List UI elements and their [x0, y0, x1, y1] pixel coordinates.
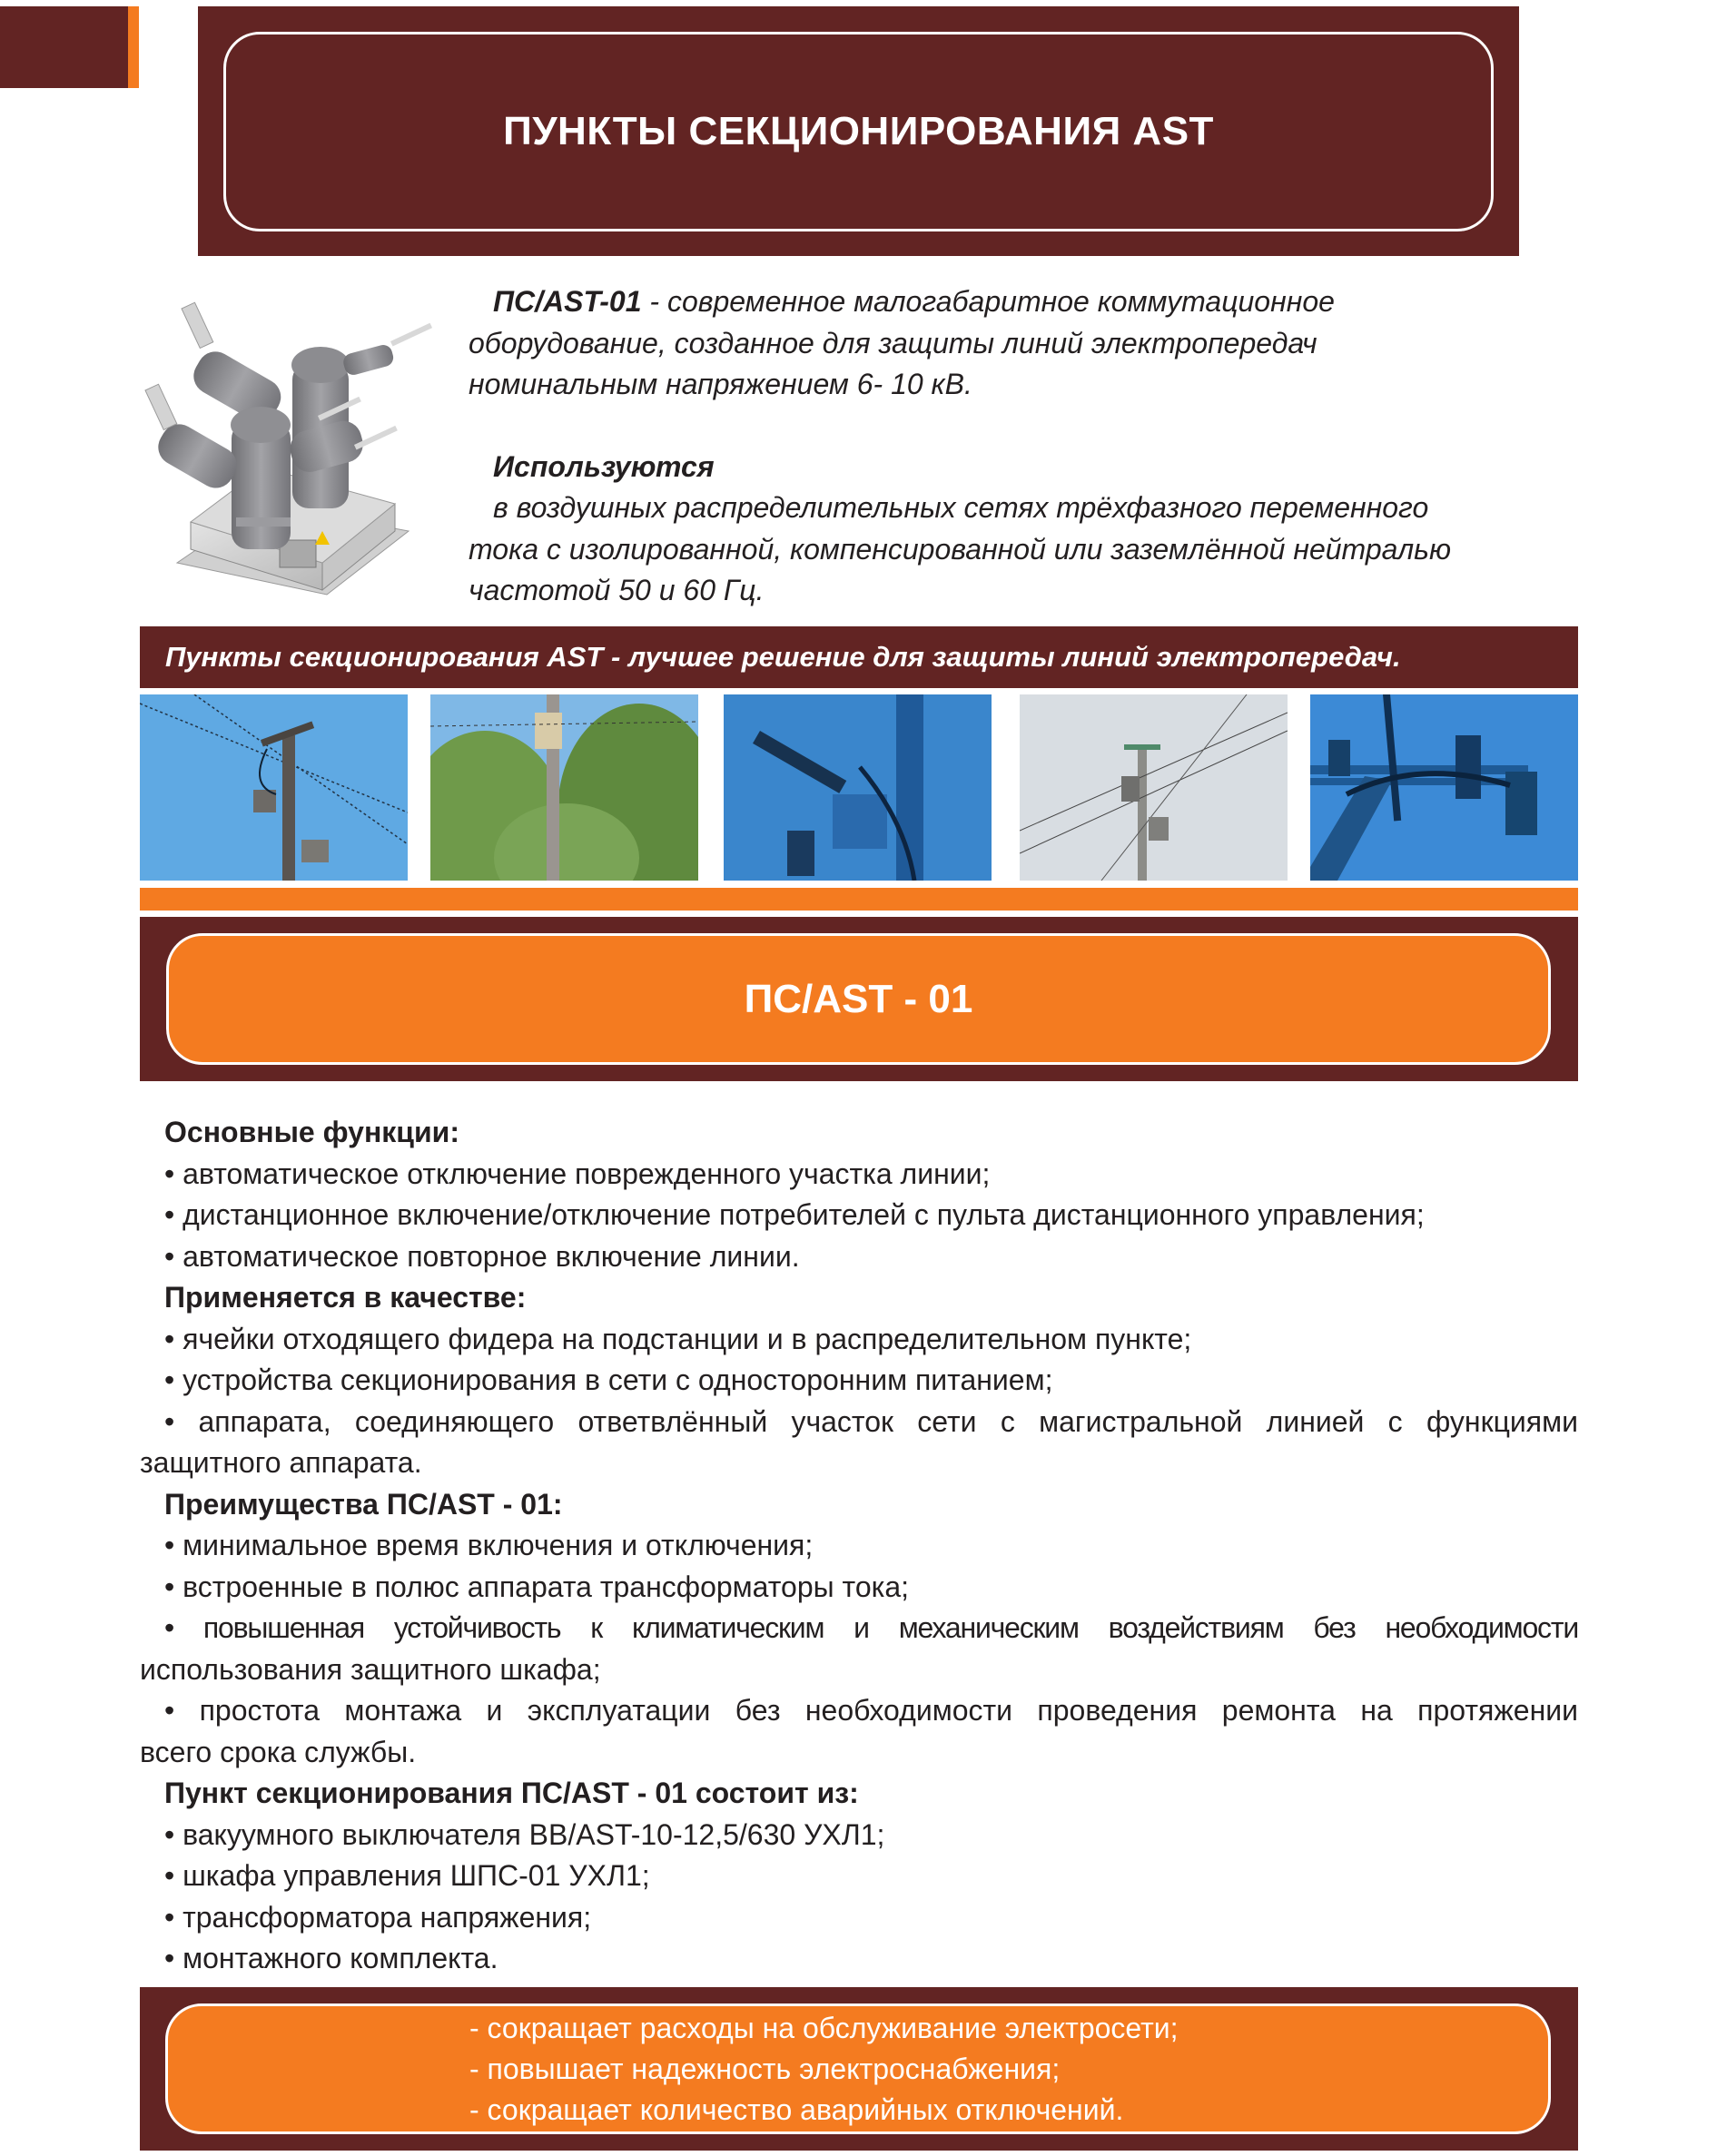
product-image — [136, 290, 445, 608]
photo-4-image — [1020, 694, 1288, 881]
model-frame — [166, 933, 1551, 1065]
section-heading-composition: Пункт секционирования ПС/AST - 01 состоит из: — [164, 1777, 859, 1809]
list-item: • дистанционное включение/отключение потребителей с пульта дистанционного управления; — [164, 1198, 1425, 1231]
usage-line-3: частотой 50 и 60 Гц. — [469, 574, 765, 606]
list-item: • автоматическое отключение поврежденного участка линии; — [164, 1157, 991, 1190]
photo-3 — [724, 694, 992, 881]
photo-2 — [430, 694, 698, 881]
tagline-band — [140, 626, 1578, 688]
vacuum-switch-illustration — [136, 290, 445, 608]
corner-accent-strip — [128, 6, 139, 88]
list-item-continuation: всего срока службы. — [140, 1735, 417, 1768]
model-title: ПС/AST - 01 — [744, 976, 973, 1021]
intro-text — [469, 281, 1578, 612]
title-frame — [223, 32, 1494, 231]
list-item: • повышенная устойчивость к климатическим и механическим воздействиям без необходимости — [164, 1611, 1578, 1644]
list-item: • встроенные в полюс аппарата трансформаторы тока; — [164, 1570, 910, 1603]
body-text — [140, 1112, 1578, 1980]
usage-heading: Используются — [493, 449, 715, 483]
intro-line-3: номинальным напряжением 6- 10 кВ. — [469, 368, 972, 400]
photo-1 — [140, 694, 408, 881]
benefit-item: - сокращает количество аварийных отключений. — [469, 2093, 1124, 2126]
usage-line-2: тока с изолированной, компенсированной или заземлённой нейтралью — [469, 532, 1452, 566]
list-item: • монтажного комплекта. — [164, 1942, 498, 1974]
tagline: Пункты секционирования AST - лучшее решение для защиты линий электропередач. — [165, 641, 1401, 673]
list-item-continuation: использования защитного шкафа; — [140, 1652, 601, 1686]
list-item: • минимальное время включения и отключения; — [164, 1529, 814, 1561]
list-item-continuation: защитного аппарата. — [140, 1446, 422, 1479]
list-item: • автоматическое повторное включение линии. — [164, 1239, 800, 1273]
photo-3-image — [724, 694, 992, 881]
photo-4 — [1020, 694, 1288, 881]
photo-1-image — [140, 694, 408, 881]
usage-line-1: в воздушных распределительных сетях трёхфазного переменного — [493, 491, 1429, 524]
page-title: ПУНКТЫ СЕКЦИОНИРОВАНИЯ AST — [503, 109, 1214, 153]
photo-5 — [1310, 694, 1578, 881]
benefit-item: - сокращает расходы на обслуживание электросети; — [469, 2012, 1179, 2044]
intro-line-1: - современное малогабаритное коммутационное — [641, 285, 1335, 318]
list-item: • ячейки отходящего фидера на подстанции и в распределительном пункте; — [164, 1322, 1192, 1355]
list-item: • устройства секционирования в сети с односторонним питанием; — [164, 1363, 1053, 1396]
list-item: • трансформатора напряжения; — [164, 1900, 592, 1934]
product-name: ПС/AST-01 — [493, 285, 642, 318]
orange-divider — [140, 888, 1578, 911]
intro-description — [469, 281, 1578, 323]
section-heading-usage: Применяется в качестве: — [164, 1281, 527, 1314]
list-item: • вакуумного выключателя ВВ/AST-10-12,5/630 УХЛ1; — [164, 1817, 885, 1851]
list-item: • аппарата, соединяющего ответвлённый участок сети с магистральной линией с функциями — [164, 1404, 1578, 1438]
benefit-item: - повышает надежность электроснабжения; — [469, 2053, 1061, 2085]
photo-5-image — [1310, 694, 1578, 881]
photo-2-image — [430, 694, 698, 881]
list-item: • шкафа управления ШПС-01 УХЛ1; — [164, 1859, 650, 1892]
intro-line-2: оборудование, созданное для защиты линий электропередач — [469, 326, 1317, 359]
corner-decoration — [0, 6, 128, 88]
section-heading-functions: Основные функции: — [164, 1116, 459, 1148]
footer-benefits — [469, 2008, 1179, 2131]
section-heading-advantages: Преимущества ПС/AST - 01: — [164, 1487, 563, 1521]
list-item: • простота монтажа и эксплуатации без необходимости проведения ремонта на протяжении — [164, 1694, 1578, 1727]
